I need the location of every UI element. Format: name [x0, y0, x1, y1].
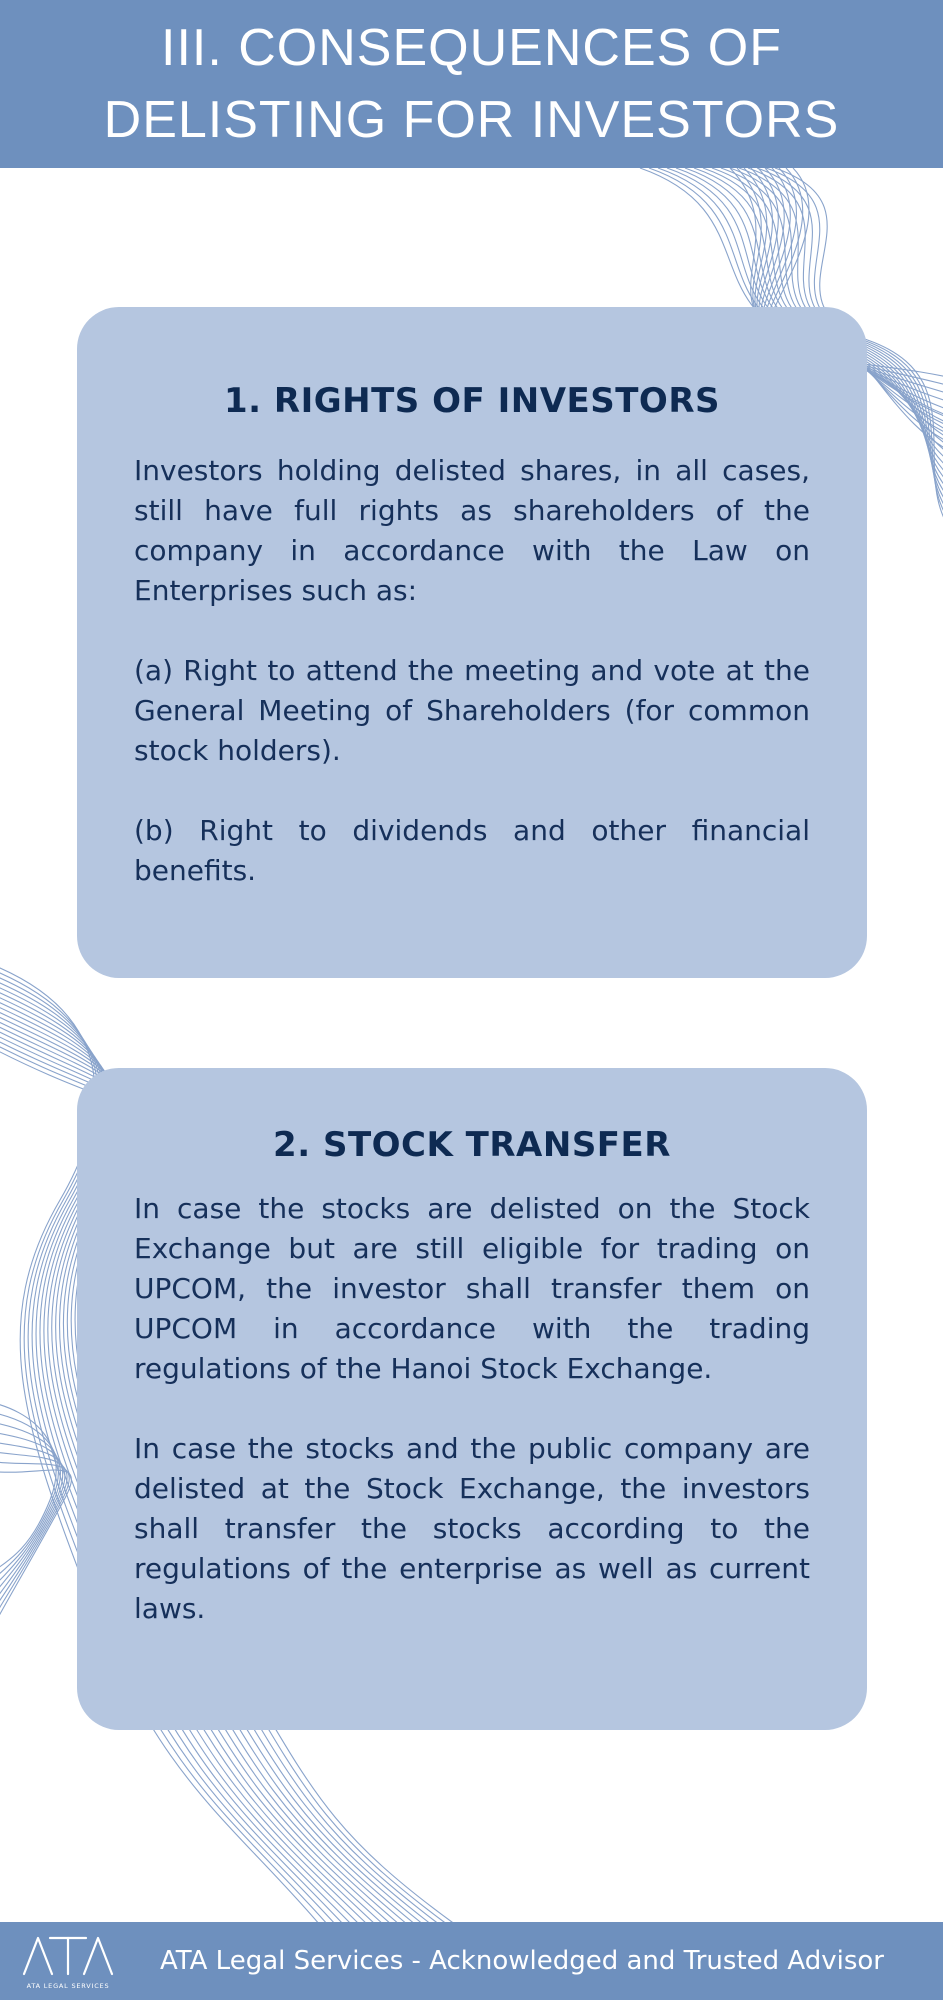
footer-tagline: ATA Legal Services - Acknowledged and Trusted Advisor — [160, 1946, 885, 1976]
stock-transfer-paragraph-delisted: In case the stocks and the public company are delisted at the Stock Exchange, the investors shall transfer the stocks according to the regulations of the enterprise as well as current laws. — [134, 1432, 810, 1625]
ata-logo — [20, 1930, 116, 1994]
rights-item-a: (a) Right to attend the meeting and vote at the General Meeting of Shareholders (for common stock holders). — [134, 654, 810, 767]
stock-transfer-heading: 2. STOCK TRANSFER — [273, 1125, 671, 1165]
rights-heading: 1. RIGHTS OF INVESTORS — [224, 381, 720, 421]
rights-item-b: (b) Right to dividends and other financial benefits. — [134, 814, 810, 887]
page-footer — [0, 1922, 943, 2000]
stock-transfer-card — [77, 1068, 867, 1730]
page-title: III. CONSEQUENCES OF DELISTING FOR INVESTORS — [103, 19, 840, 149]
logo-subtext: ATA LEGAL SERVICES — [26, 1982, 110, 1990]
stock-transfer-paragraph-upcom: In case the stocks are delisted on the Stock Exchange but are still eligible for trading on UPCOM, the investor shall transfer them on UPCOM in accordance with the trading regulations of the Hanoi Stock Exchange. — [134, 1192, 810, 1385]
rights-intro-paragraph: Investors holding delisted shares, in all cases, still have full rights as shareholders of the company in accordance with the Law on Enterprises such as: — [134, 454, 810, 607]
page-header — [0, 0, 943, 168]
rights-of-investors-card — [77, 307, 867, 978]
